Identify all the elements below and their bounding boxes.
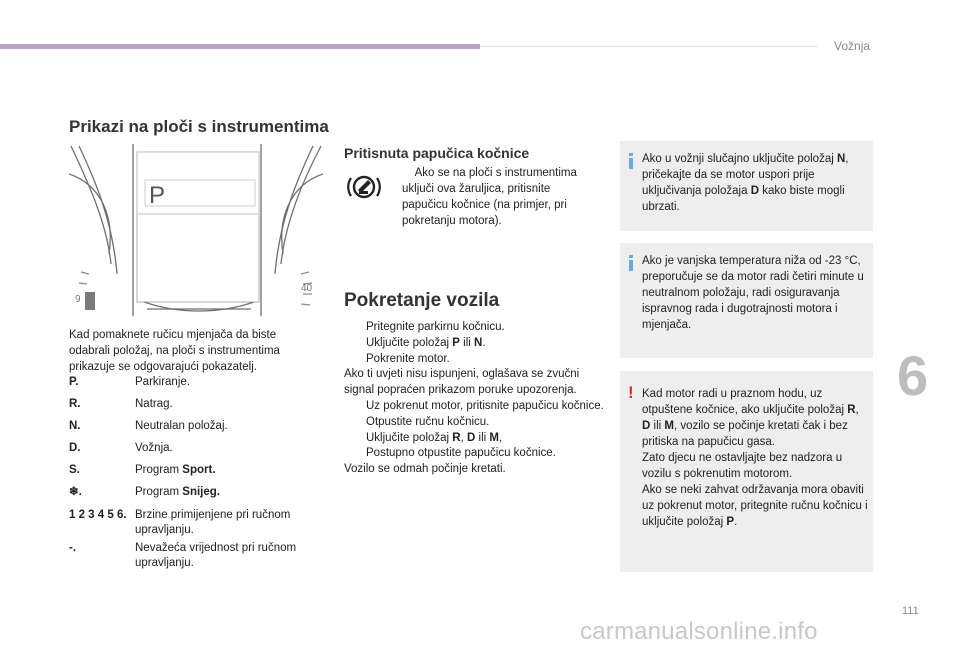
legend-value: Neutralan položaj.: [135, 420, 228, 432]
section-title: Vožnja: [834, 39, 871, 53]
list-item: Otpustite ručnu kočnicu.: [366, 415, 490, 428]
info-note-text: Ako je vanjska temperatura niža od -23 °C, preporučuje se da motor radi četiri minute u neutralnom položaju, radi osiguravanja ispravnog rada i dugotrajnosti motora i mjenjača.: [642, 255, 864, 331]
svg-text:9: 9: [75, 294, 81, 305]
legend-key: 1 2 3 4 5 6.: [69, 509, 127, 521]
header-rule: [480, 46, 817, 47]
legend-key: D.: [69, 442, 81, 454]
warning-icon: !: [628, 383, 634, 402]
info-note-text: Ako u vožnji slučajno uključite položaj N, pričekajte da se motor uspori prije uključivanja položaja D kako biste mogli ubrzati.: [642, 153, 849, 213]
legend-key: R.: [69, 398, 81, 410]
starting-heading: Pokretanje vozila: [344, 290, 500, 311]
intro-text: Kad pomaknete ručicu mjenjača da biste odabrali položaj, na ploči s instrumentima prikazuje se odgovarajući pokazatelj.: [69, 329, 280, 373]
legend-value: Natrag.: [135, 398, 173, 410]
legend-value: Nevažeća vrijednost pri ručnom upravljanju.: [135, 542, 297, 569]
svg-text:40: 40: [301, 283, 313, 294]
starting-instructions: [344, 320, 604, 478]
warning-note-creep: [620, 371, 873, 572]
list-item: Postupno otpustite papučicu kočnice.: [366, 447, 556, 460]
legend-key: P.: [69, 376, 79, 388]
legend-value: Brzine primijenjene pri ručnom upravljanju.: [135, 509, 291, 536]
legend-key: S.: [69, 464, 80, 476]
watermark: carmanualsonline.info: [580, 618, 818, 645]
instrument-cluster-illustration: [69, 144, 323, 316]
gear-indicator: P: [149, 182, 166, 209]
paragraph: Ako ti uvjeti nisu ispunjeni, oglašava se zvučni signal popraćen prikazom poruke upozorenja.: [344, 368, 580, 397]
legend-value: Program Sport.: [135, 464, 216, 476]
legend-value: Vožnja.: [135, 442, 173, 454]
list-item: Pokrenite motor.: [366, 352, 450, 365]
paragraph: Vozilo se odmah počinje kretati.: [344, 463, 506, 476]
brake-description: Ako se na ploči s instrumentima uključi ova žaruljica, pritisnite papučicu kočnice (na primjer, pri pokretanju motora).: [402, 167, 577, 227]
legend-row: [69, 541, 329, 573]
legend-value: Parkiranje.: [135, 376, 190, 388]
list-item: Uz pokrenut motor, pritisnite papučicu kočnice.: [366, 399, 604, 412]
brake-text: [402, 165, 597, 229]
legend-key: -.: [69, 542, 77, 554]
page-number: 111: [902, 605, 919, 617]
brake-heading: Pritisnuta papučica kočnice: [344, 145, 530, 161]
info-icon: [629, 153, 633, 169]
legend-key: ❄.: [69, 486, 82, 498]
chapter-number: 6: [897, 344, 929, 407]
list-item: Uključite položaj R, D ili M,: [366, 431, 503, 444]
list-item: Uključite položaj P ili N.: [366, 336, 486, 349]
legend-value: Program Snijeg.: [135, 486, 220, 498]
header-accent-bar: [0, 44, 480, 49]
info-note-temperature: [620, 243, 873, 358]
legend-row: [69, 508, 329, 540]
warning-note-text: Kad motor radi u praznom hodu, uz otpuštene kočnice, ako uključite položaj R, D ili M, vozilo se počinje kretati čak i bez pritiska na papučicu gasa. Zato djecu ne ostavljajte bez nadzora u vozilu s pokrenutim motorom. Ako se neki zahvat održavanja mora obaviti uz pokrenut motor, pritegnite ručnu kočnicu i uključite položaj P.: [642, 388, 868, 528]
brake-pedal-warning-icon: [346, 169, 382, 205]
info-icon: [629, 255, 633, 271]
page-title: Prikazi na ploči s instrumentima: [69, 117, 329, 136]
legend-key: N.: [69, 420, 81, 432]
list-item: Pritegnite parkirnu kočnicu.: [366, 321, 505, 333]
info-note-neutral: [620, 141, 873, 231]
